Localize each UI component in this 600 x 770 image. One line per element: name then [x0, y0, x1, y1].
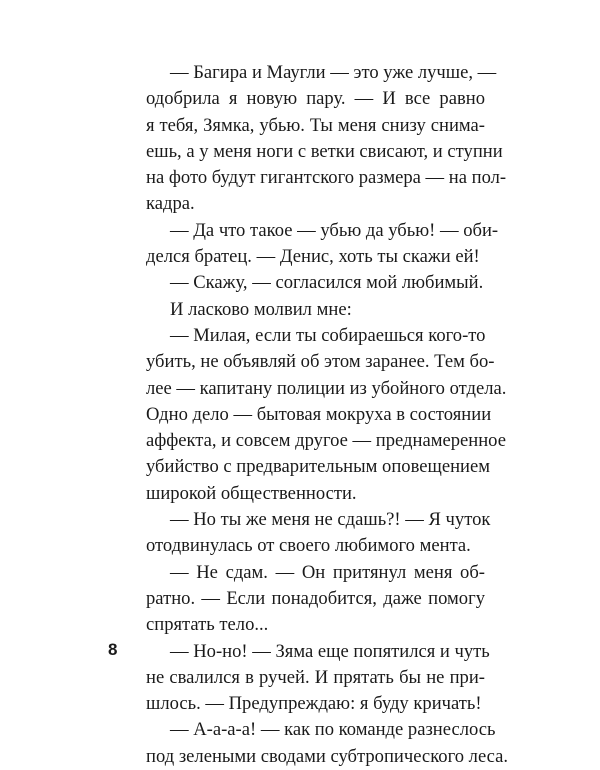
text-line: кадра.	[146, 193, 195, 215]
page-number: 8	[108, 640, 118, 659]
text-line: отодвинулась от своего любимого мента.	[146, 535, 471, 557]
text-line: — Да что такое — убью да убью! — оби-	[170, 219, 499, 241]
text-line: — Но ты же меня не сдашь?! — Я чуток	[170, 509, 491, 531]
text-line: ратно. — Если понадобится, даже помогу	[146, 587, 485, 609]
text-line: широкой общественности.	[146, 482, 357, 504]
text-line: — Но-но! — Зяма еще попятился и чуть	[170, 640, 490, 662]
text-line: шлось. — Предупреждаю: я буду кричать!	[146, 693, 482, 715]
text-line: — Не сдам. — Он притянул меня об-	[170, 561, 485, 583]
text-line: спрятать тело...	[146, 614, 269, 636]
text-line: на фото будут гигантского размера — на пол-	[146, 167, 507, 189]
text-line: под зелеными сводами субтропического леса.	[146, 745, 509, 767]
text-line: Одно дело — бытовая мокруха в состоянии	[146, 403, 492, 425]
text-line: лее — капитану полиции из убойного отдела.	[146, 377, 507, 399]
text-line: убить, не объявляй об этом заранее. Тем бо-	[146, 351, 495, 373]
text-line: ешь, а у меня ноги с ветки свисают, и ступни	[146, 140, 503, 162]
text-line: убийство с предварительным оповещением	[146, 456, 490, 478]
text-line: я тебя, Зямка, убью. Ты меня снизу снима-	[146, 114, 485, 136]
body-text	[146, 60, 509, 770]
text-line: делся братец. — Денис, хоть ты скажи ей!	[146, 246, 480, 268]
text-line: одобрила я новую пару. — И все равно	[146, 88, 485, 110]
text-line: не свалился в ручей. И прятать бы не при-	[146, 666, 485, 688]
text-line: — Скажу, — согласился мой любимый.	[170, 272, 484, 294]
text-line: аффекта, и совсем другое — преднамеренное	[146, 430, 506, 452]
text-line: И ласково молвил мне:	[170, 298, 352, 320]
text-line: — А-а-а-а! — как по команде разнеслось	[170, 719, 496, 741]
text-line: — Багира и Маугли — это уже лучше, —	[170, 62, 497, 83]
text-line: — Милая, если ты собираешься кого-то	[170, 324, 486, 346]
